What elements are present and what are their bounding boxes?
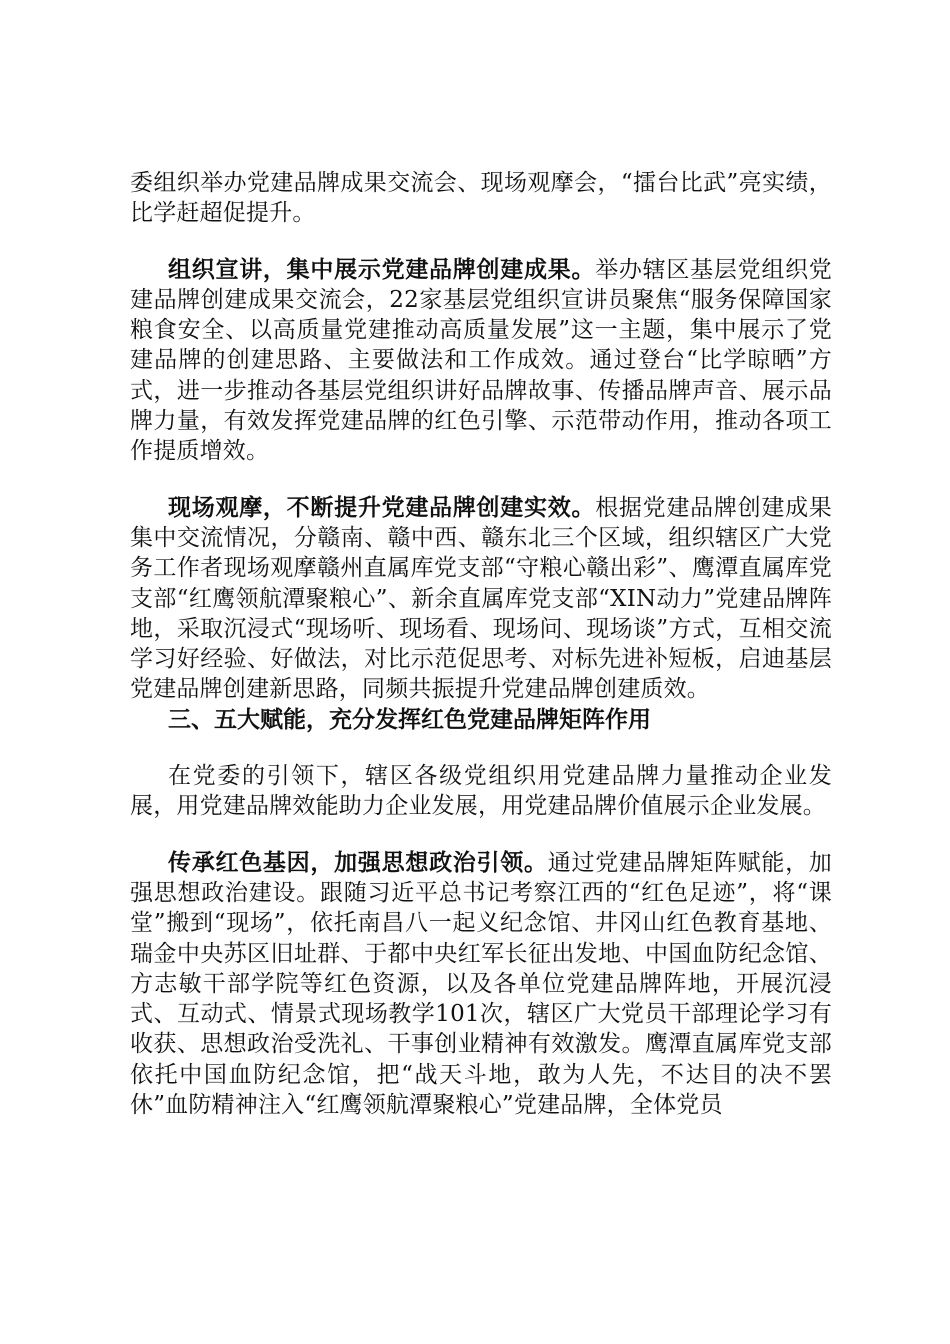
paragraph-continuation [130, 168, 832, 229]
paragraph-text: 委组织举办党建品牌成果交流会、现场观摩会，“擂台比武”亮实绩，比学赶超促提升。 [130, 170, 832, 227]
paragraph-text: 在党委的引领下，辖区各级党组织用党建品牌力量推动企业发展，用党建品牌效能助力企业发展，用党建品牌价值展示企业发展。 [130, 763, 832, 820]
paragraph-text: 根据党建品牌创建成果集中交流情况，分赣南、赣中西、赣东北三个区域，组织辖区广大党务工作者现场观摩赣州直属库党支部“守粮心赣出彩”、鹰潭直属库党支部“红鹰领航潭聚粮心”、新余直属库党支部“XIN动力”党建品牌阵地，采取沉浸式“现场听、现场看、现场问、现场谈”方式，互相交流学习好经验、好做法，对比示范促思考、对标先进补短板，启迪基层党建品牌创建新思路，同频共振提升党建品牌创建质效。 [130, 494, 833, 703]
paragraph-lead: 传承红色基因，加强思想政治引领。 [168, 848, 548, 876]
section-heading: 三、五大赋能，充分发挥红色党建品牌矩阵作用 [168, 705, 651, 733]
paragraph-lead: 组织宣讲，集中展示党建品牌创建成果。 [168, 255, 596, 283]
paragraph-red-genes [130, 848, 832, 1121]
paragraph-site-observation [130, 493, 832, 705]
paragraph-party-leadership [130, 761, 832, 822]
paragraph-lead: 现场观摩，不断提升党建品牌创建实效。 [168, 493, 596, 521]
document-page [130, 168, 832, 1120]
paragraph-text: 举办辖区基层党组织党建品牌创建成果交流会，22家基层党组织宣讲员聚焦“服务保障国家粮食安全、以高质量党建推动高质量发展”这一主题，集中展示了党建品牌的创建思路、主要做法和工作成效。通过登台“比学晾晒”方式，进一步推动各基层党组织讲好品牌故事、传播品牌声音、展示品牌力量，有效发挥党建品牌的红色引擎、示范带动作用，推动各项工作提质增效。 [130, 256, 833, 465]
paragraph-organize-lecture [130, 255, 832, 467]
paragraph-text: 通过党建品牌矩阵赋能，加强思想政治建设。跟随习近平总书记考察江西的“红色足迹”，将“课堂”搬到“现场”，依托南昌八一起义纪念馆、井冈山红色教育基地、瑞金中央苏区旧址群、于都中央红军长征出发地、中国血防纪念馆、方志敏干部学院等红色资源，以及各单位党建品牌阵地，开展沉浸式、互动式、情景式现场教学101次，辖区广大党员干部理论学习有收获、思想政治受洗礼、干事创业精神有效激发。鹰潭直属库党支部依托中国血防纪念馆，把“战天斗地，敢为人先，不达目的决不罢休”血防精神注入“红鹰领航潭聚粮心”党建品牌，全体党员 [130, 849, 832, 1119]
